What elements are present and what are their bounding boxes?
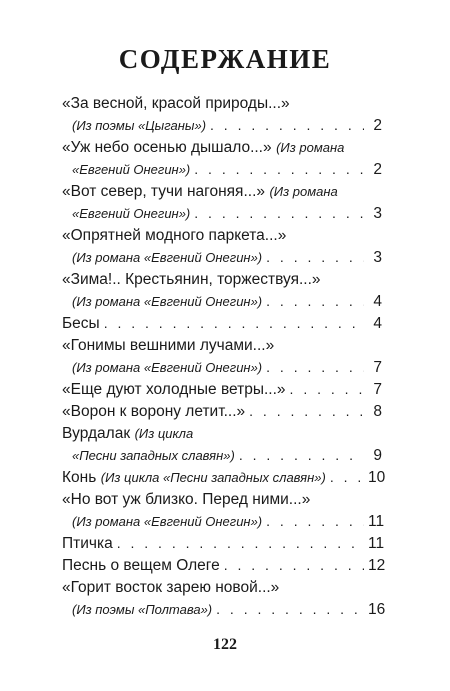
toc-entry-title: «Гонимы вешними лучами...»: [62, 337, 275, 354]
toc-entry-source: (Из романа: [276, 140, 345, 155]
toc-entry-source: (Из романа «Евгений Онегин»): [72, 360, 263, 375]
toc-entry-title: Конь: [62, 469, 97, 486]
toc-page-number: 8: [373, 403, 382, 420]
dot-leader: [266, 293, 364, 309]
toc-entry-title: Бесы: [62, 315, 100, 332]
dot-leader: [266, 513, 364, 529]
toc-entry-source: (Из романа «Евгений Онегин»): [72, 250, 263, 265]
toc-entry: [62, 315, 382, 337]
toc-entry-source: «Евгений Онегин»): [72, 162, 191, 177]
toc-entry: [62, 469, 386, 491]
toc-entry: [62, 337, 382, 381]
toc-entry-title: Вурдалак: [62, 425, 131, 442]
dot-leader: [330, 469, 364, 485]
toc-page-number: 3: [373, 249, 382, 266]
toc-page-number: 11: [368, 535, 385, 552]
page-title: СОДЕРЖАНИЕ: [118, 44, 332, 74]
dot-leader: [239, 447, 364, 463]
toc-entry: [62, 403, 382, 425]
toc-entry: [62, 557, 386, 579]
toc-entry-title: Песнь о вещем Олеге: [62, 557, 220, 574]
toc-page-number: 7: [373, 359, 382, 376]
dot-leader: [194, 205, 364, 221]
toc-entry-source: (Из поэмы «Полтава»): [72, 602, 213, 617]
toc-page-number: 11: [368, 513, 385, 530]
toc-entry-source: (Из поэмы «Цыганы»): [72, 118, 207, 133]
toc-entry: [62, 95, 382, 139]
toc-entry-title: «Но вот уж близко. Перед ними...»: [62, 491, 311, 508]
dot-leader: [224, 557, 364, 573]
toc-entry-title: «Опрятней модного паркета...»: [62, 227, 287, 244]
toc-entry: [62, 271, 382, 315]
toc-page-number: 9: [373, 447, 382, 464]
toc-entry-source: (Из романа «Евгений Онегин»): [72, 294, 263, 309]
toc-page-number: 4: [373, 293, 382, 310]
toc-entry-title: «Горит восток зарею новой...»: [62, 579, 280, 596]
toc-page-number: 2: [373, 117, 382, 134]
toc-entry: [62, 579, 386, 623]
toc-entry: [62, 381, 382, 403]
dot-leader: [266, 359, 364, 375]
toc-entry: [62, 183, 382, 227]
toc-entry-title: «Зима!.. Крестьянин, торжествуя...»: [62, 271, 321, 288]
toc-entry-title: «Вот север, тучи нагоняя...»: [62, 183, 265, 200]
toc-entry: [62, 425, 382, 469]
toc-entry-title: «Еще дуют холодные ветры...»: [62, 381, 286, 398]
toc-page-number: 10: [368, 469, 386, 486]
table-of-contents: [62, 95, 386, 623]
page-number: 122: [213, 636, 237, 653]
dot-leader: [194, 161, 364, 177]
toc-entry: [62, 535, 385, 557]
toc-page-number: 4: [373, 315, 382, 332]
toc-entry-source: «Песни западных славян»): [72, 448, 235, 463]
toc-entry-source: (Из цикла «Песни западных славян»): [100, 470, 326, 485]
toc-page-number: 7: [373, 381, 382, 398]
toc-entry-source: (Из цикла: [134, 426, 194, 441]
toc-entry-title: «Уж небо осенью дышало...»: [62, 139, 272, 156]
toc-entry-title: «За весной, красой природы...»: [62, 95, 290, 112]
dot-leader: [290, 381, 364, 397]
toc-entry-source: (Из романа: [269, 184, 338, 199]
dot-leader: [104, 315, 364, 331]
toc-entry: [62, 491, 385, 535]
toc-page-number: 3: [373, 205, 382, 222]
dot-leader: [117, 535, 364, 551]
toc-entry-source: «Евгений Онегин»): [72, 206, 191, 221]
toc-entry-title: «Ворон к ворону летит...»: [62, 403, 246, 420]
toc-entry-title: Птичка: [62, 535, 113, 552]
toc-page-number: 16: [368, 601, 386, 618]
toc-entry: [62, 139, 382, 183]
dot-leader: [266, 249, 364, 265]
toc-page-number: 12: [368, 557, 386, 574]
dot-leader: [210, 117, 364, 133]
toc-page-number: 2: [373, 161, 382, 178]
toc-entry-source: (Из романа «Евгений Онегин»): [72, 514, 263, 529]
toc-entry: [62, 227, 382, 271]
dot-leader: [216, 601, 364, 617]
dot-leader: [249, 403, 364, 419]
